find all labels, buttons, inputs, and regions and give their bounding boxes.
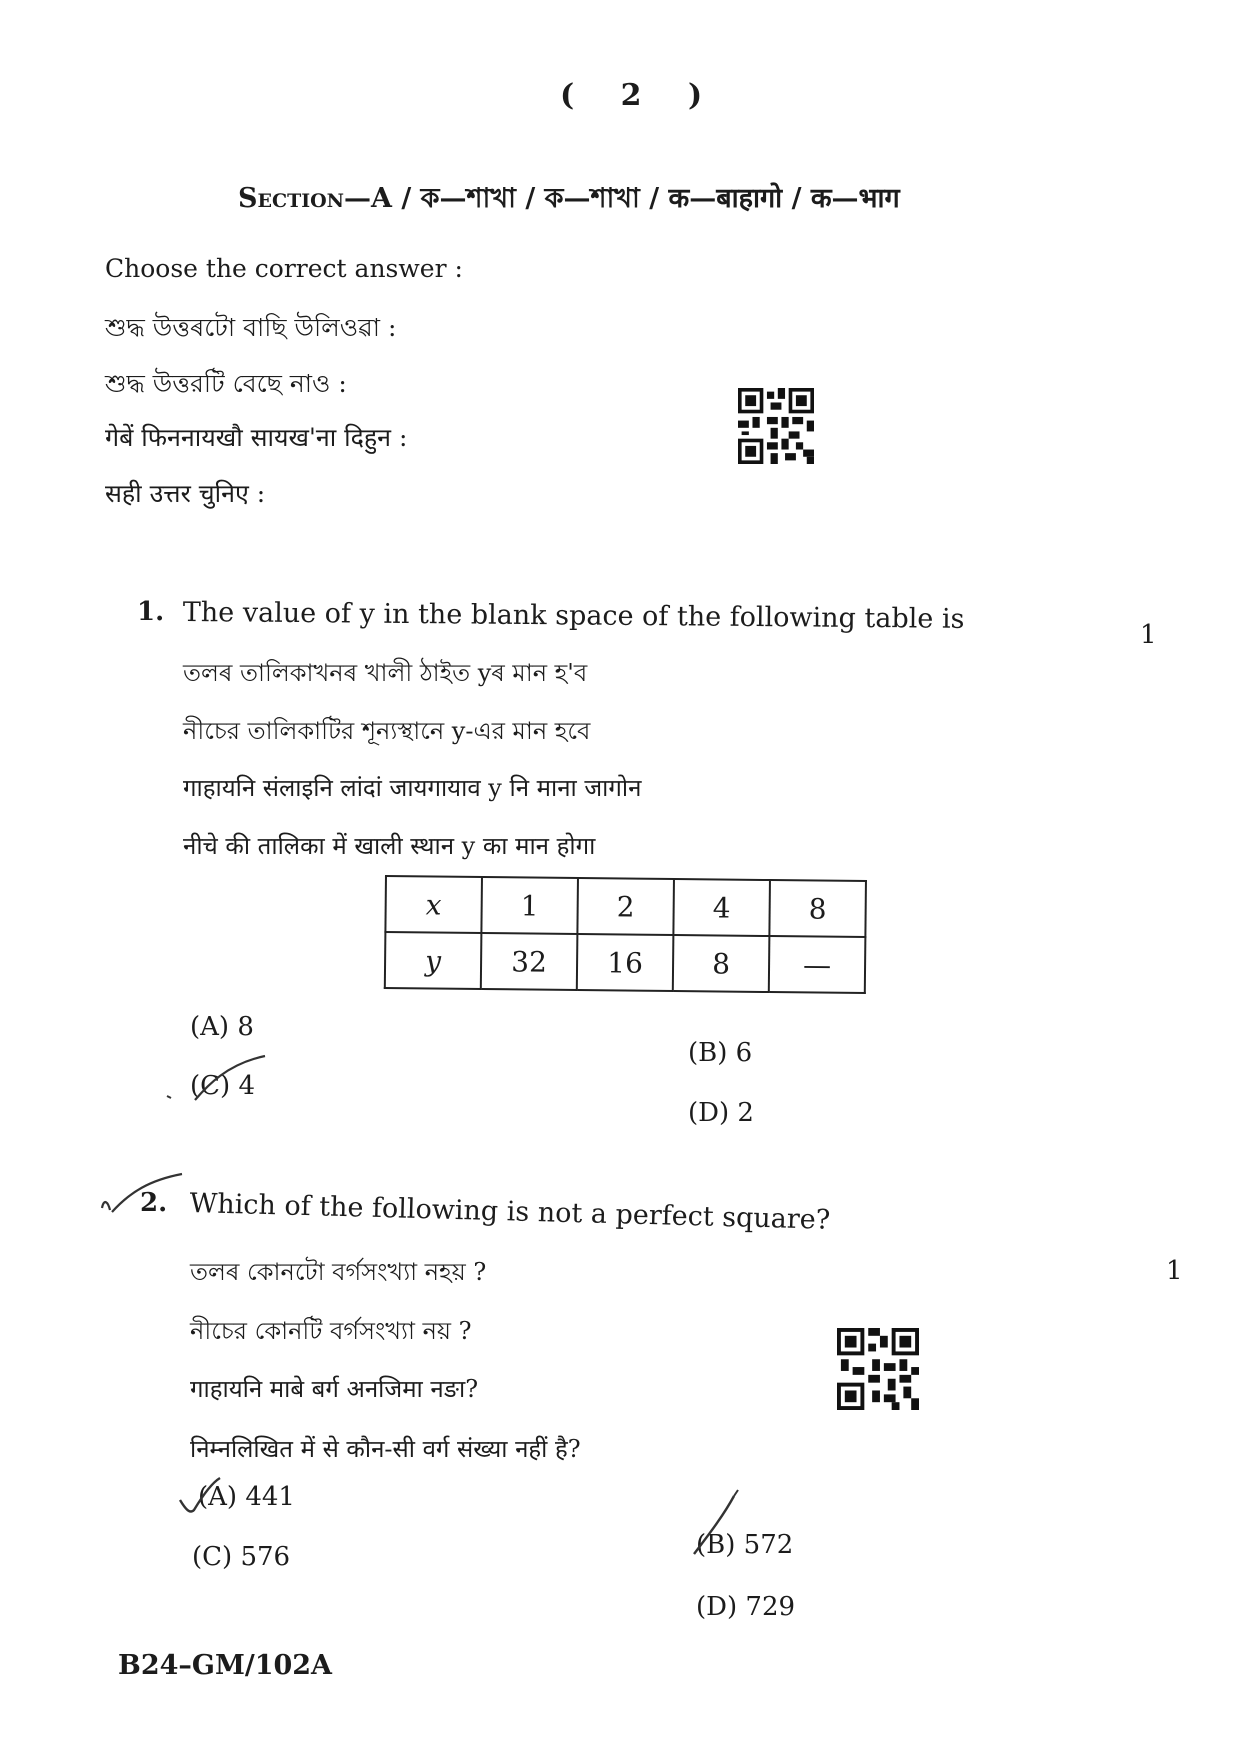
- instruction-assamese: শুদ্ধ উত্তৰটো বাছি উলিওৱা :: [105, 313, 397, 342]
- question-1-option-d[interactable]: (D) 2: [688, 1098, 754, 1128]
- table-row-y: [385, 932, 866, 993]
- qr-code-icon: [836, 1328, 920, 1410]
- question-2-bodo: गाहायनि माबे बर्ग अनजिमा नङा?: [190, 1375, 479, 1403]
- instruction-bengali: শুদ্ধ উত্তরটি বেছে নাও :: [105, 369, 347, 398]
- question-1-hindi: नीचे की तालिका में खाली स्थान y का मान होगा: [183, 832, 596, 860]
- question-1-bengali: নীচের তালিকাটির শূন্যস্থানে y-এর মান হবে: [183, 717, 591, 745]
- question-1-bodo: गाहायनि संलाइनि लांदां जायगायाव y नि माना जागोन: [183, 774, 642, 802]
- xy-value-table: [384, 875, 867, 994]
- question-1-option-a[interactable]: (A) 8: [190, 1012, 254, 1042]
- handwritten-tick-icon: [165, 1052, 275, 1112]
- question-1-marks: 1: [1140, 620, 1157, 650]
- table-cell: 16: [577, 934, 674, 991]
- question-2-option-d[interactable]: (D) 729: [696, 1592, 796, 1622]
- page-number: ( 2 ): [560, 78, 721, 113]
- instruction-hindi: सही उत्तर चुनिए :: [105, 479, 266, 508]
- section-heading: [238, 178, 900, 223]
- section-heading-en: Section—A: [238, 183, 392, 214]
- question-2-option-c[interactable]: (C) 576: [192, 1542, 291, 1572]
- section-heading-translations: / ক—শাখা / ক—শাখা / क—बाहागो / क—भाग: [392, 183, 900, 214]
- table-cell: y: [385, 932, 482, 989]
- question-2-option-a[interactable]: (A) 441: [198, 1482, 295, 1512]
- question-1-option-b[interactable]: (B) 6: [688, 1038, 753, 1068]
- question-1-assamese: তলৰ তালিকাখনৰ খালী ঠাইত yৰ মান হ'ব: [183, 659, 588, 687]
- table-cell: 32: [481, 933, 578, 990]
- table-row-x: [385, 876, 866, 937]
- table-cell: 8: [769, 880, 866, 937]
- question-2-number: 2.: [140, 1188, 168, 1218]
- table-cell: —: [769, 936, 866, 993]
- question-2-bengali: নীচের কোনটি বর্গসংখ্যা নয় ?: [190, 1317, 472, 1345]
- table-cell: 8: [673, 935, 770, 992]
- handwritten-tick-icon: [688, 1488, 758, 1560]
- qr-code-icon: [736, 388, 816, 464]
- question-2-marks: 1: [1166, 1256, 1183, 1286]
- question-2-text: Which of the following is not a perfect square?: [189, 1188, 831, 1236]
- table-cell: x: [385, 876, 482, 933]
- question-1-text: The value of y in the blank space of the following table is: [182, 597, 965, 635]
- question-2-hindi: निम्नलिखित में से कौन-सी वर्ग संख्या नहीं है?: [190, 1435, 581, 1463]
- question-2-assamese: তলৰ কোনটো বৰ্গসংখ্যা নহয় ?: [190, 1258, 487, 1286]
- question-1-number: 1.: [137, 597, 165, 627]
- instruction-bodo: गेबें फिननायखौ सायख'ना दिहुन :: [105, 423, 408, 452]
- question-1-option-c[interactable]: (C) 4: [190, 1071, 255, 1101]
- table-cell: 2: [577, 878, 674, 935]
- question-2-option-b[interactable]: (B) 572: [696, 1530, 794, 1560]
- paper-code: B24–GM/102A: [118, 1650, 333, 1681]
- table-cell: 1: [481, 877, 578, 934]
- handwritten-tick-icon: [176, 1470, 236, 1530]
- instruction-en: Choose the correct answer :: [105, 254, 463, 283]
- table-cell: 4: [673, 879, 770, 936]
